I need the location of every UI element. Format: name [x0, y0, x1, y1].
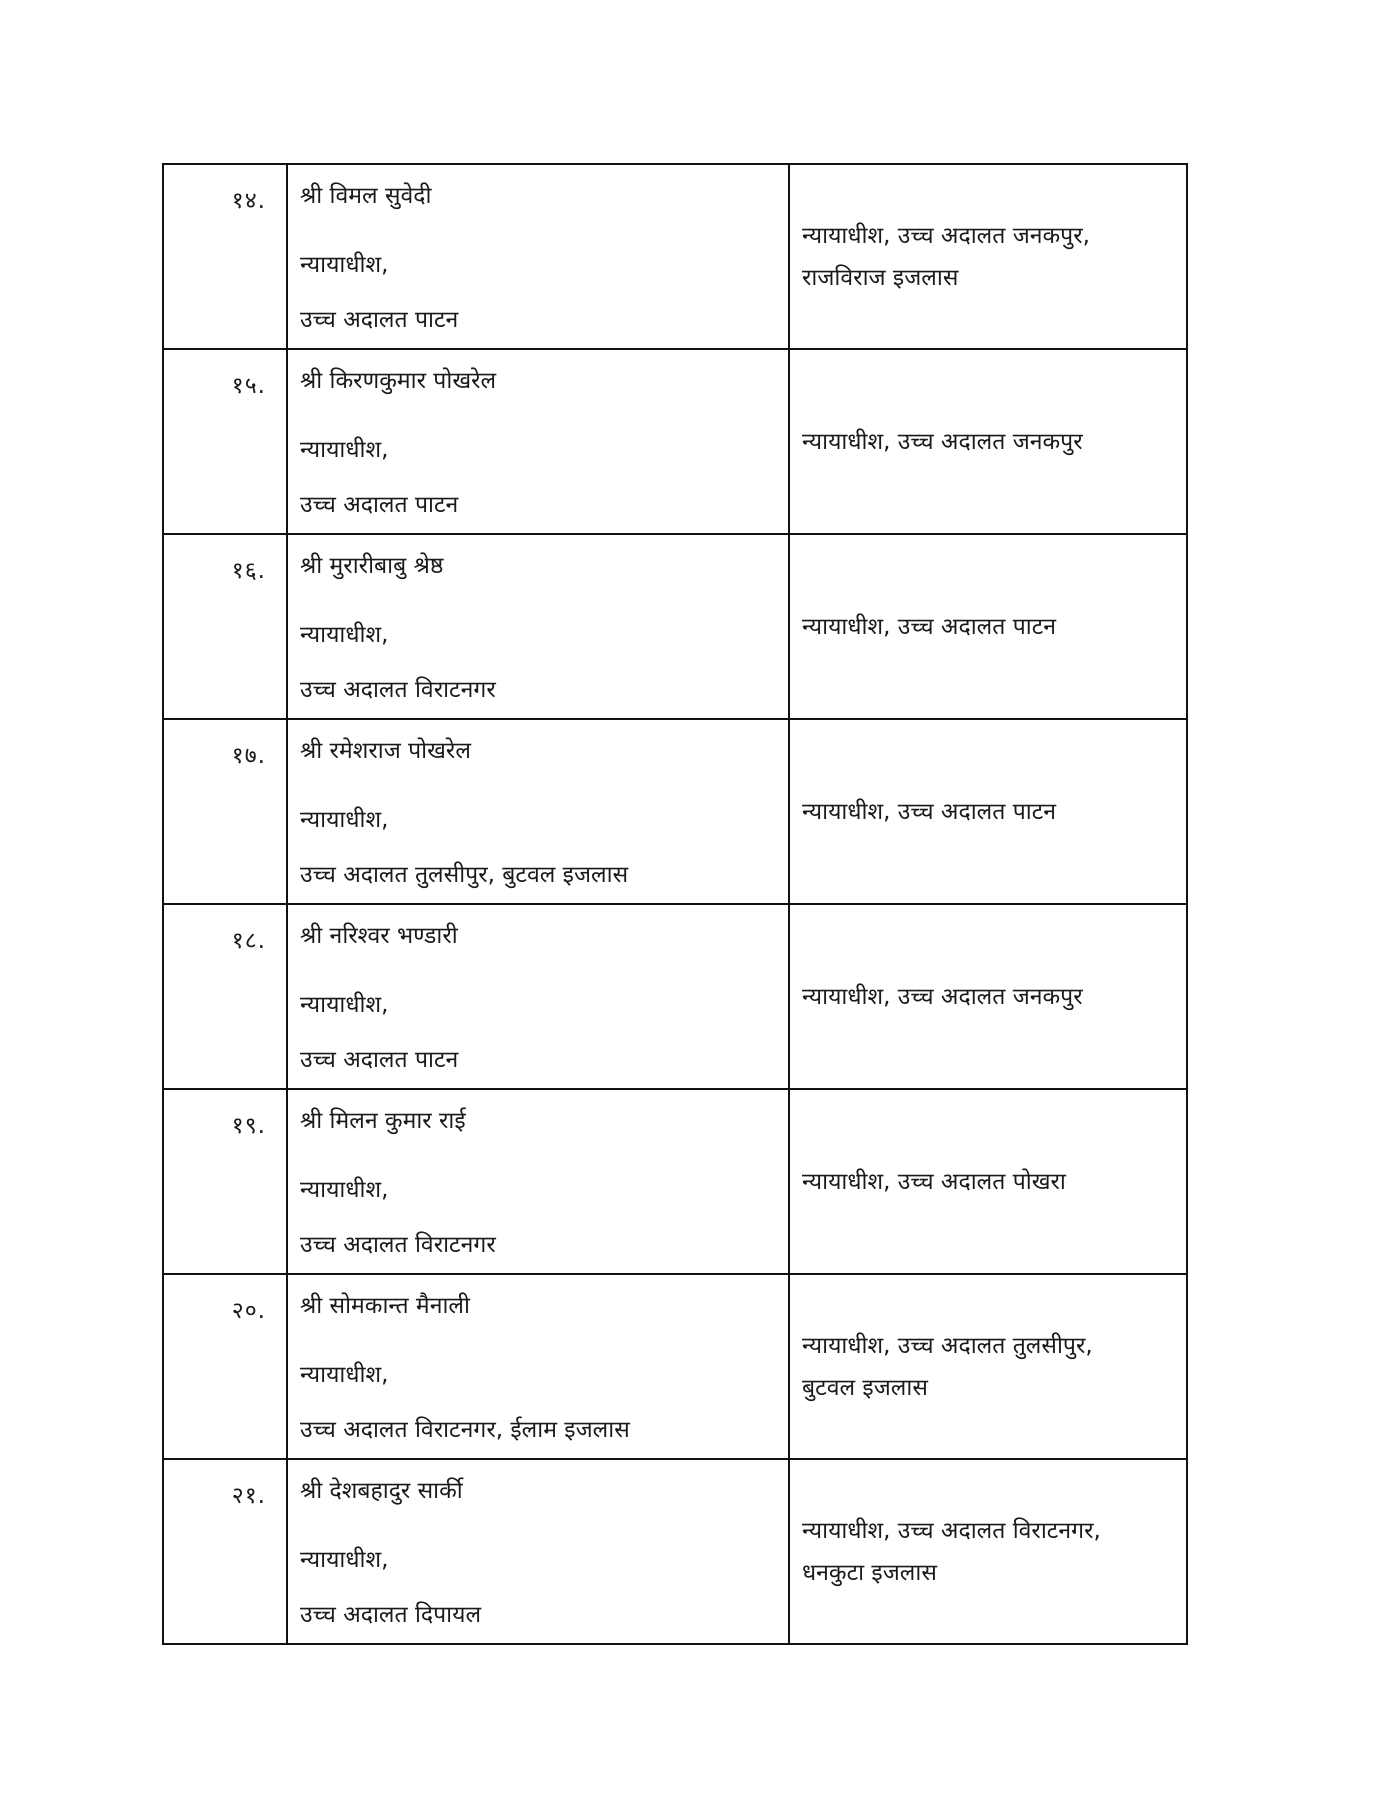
current-court: उच्च अदालत पाटन	[300, 492, 459, 518]
table-row	[163, 719, 1187, 904]
judge-name: श्री विमल सुवेदी	[300, 183, 432, 209]
table-row	[163, 534, 1187, 719]
judge-name: श्री देशबहादुर सार्की	[300, 1478, 463, 1504]
current-posting-cell	[287, 719, 789, 904]
judge-position: न्यायाधीश,	[300, 1177, 389, 1203]
current-posting-cell	[287, 904, 789, 1089]
serial-number: १६.	[163, 534, 287, 719]
table-row	[163, 1089, 1187, 1274]
serial-number: १९.	[163, 1089, 287, 1274]
current-court: उच्च अदालत विराटनगर	[300, 677, 496, 703]
new-posting-line: न्यायाधीश, उच्च अदालत तुलसीपुर,	[802, 1332, 1093, 1359]
judge-name: श्री मुरारीबाबु श्रेष्ठ	[300, 553, 444, 579]
new-posting-cell	[789, 349, 1187, 534]
serial-number: १५.	[163, 349, 287, 534]
new-posting-cell	[789, 534, 1187, 719]
table-row	[163, 1459, 1187, 1644]
judge-position: न्यायाधीश,	[300, 807, 389, 833]
current-posting-cell	[287, 1089, 789, 1274]
judge-position: न्यायाधीश,	[300, 992, 389, 1018]
new-posting-line: राजविराज इजलास	[802, 264, 959, 291]
current-court: उच्च अदालत पाटन	[300, 1047, 459, 1073]
new-posting-line: धनकुटा इजलास	[802, 1559, 937, 1586]
new-posting-cell	[789, 1274, 1187, 1459]
new-posting-cell	[789, 1089, 1187, 1274]
table-body	[163, 164, 1187, 1644]
serial-number: २०.	[163, 1274, 287, 1459]
table-row	[163, 349, 1187, 534]
current-posting-cell	[287, 1459, 789, 1644]
current-court: उच्च अदालत विराटनगर	[300, 1232, 496, 1258]
serial-number: १७.	[163, 719, 287, 904]
judge-name: श्री मिलन कुमार राई	[300, 1108, 466, 1134]
judge-name: श्री नरिश्वर भण्डारी	[300, 923, 458, 949]
current-court: उच्च अदालत तुलसीपुर, बुटवल इजलास	[300, 862, 629, 888]
judge-name: श्री सोमकान्त मैनाली	[300, 1293, 470, 1319]
current-court: उच्च अदालत पाटन	[300, 307, 459, 333]
new-posting-line: न्यायाधीश, उच्च अदालत जनकपुर,	[802, 222, 1090, 249]
serial-number: २१.	[163, 1459, 287, 1644]
judge-name: श्री रमेशराज पोखरेल	[300, 738, 471, 764]
current-court: उच्च अदालत विराटनगर, ईलाम इजलास	[300, 1417, 630, 1443]
judge-name: श्री किरणकुमार पोखरेल	[300, 368, 497, 394]
current-posting-cell	[287, 1274, 789, 1459]
current-court: उच्च अदालत दिपायल	[300, 1602, 482, 1628]
new-posting-line: बुटवल इजलास	[802, 1374, 928, 1401]
new-posting-line: न्यायाधीश, उच्च अदालत जनकपुर	[802, 428, 1083, 455]
new-posting-cell	[789, 1459, 1187, 1644]
judge-position: न्यायाधीश,	[300, 252, 389, 278]
serial-number: १८.	[163, 904, 287, 1089]
new-posting-line: न्यायाधीश, उच्च अदालत पाटन	[802, 613, 1057, 640]
new-posting-line: न्यायाधीश, उच्च अदालत पाटन	[802, 798, 1057, 825]
table-row	[163, 904, 1187, 1089]
judge-position: न्यायाधीश,	[300, 1547, 389, 1573]
judge-position: न्यायाधीश,	[300, 622, 389, 648]
new-posting-line: न्यायाधीश, उच्च अदालत पोखरा	[802, 1168, 1066, 1195]
new-posting-cell	[789, 904, 1187, 1089]
judge-position: न्यायाधीश,	[300, 437, 389, 463]
new-posting-cell	[789, 164, 1187, 349]
table-row	[163, 1274, 1187, 1459]
new-posting-line: न्यायाधीश, उच्च अदालत जनकपुर	[802, 983, 1083, 1010]
new-posting-cell	[789, 719, 1187, 904]
current-posting-cell	[287, 164, 789, 349]
judge-transfer-table	[162, 163, 1188, 1645]
serial-number: १४.	[163, 164, 287, 349]
table-row	[163, 164, 1187, 349]
current-posting-cell	[287, 534, 789, 719]
judge-position: न्यायाधीश,	[300, 1362, 389, 1388]
new-posting-line: न्यायाधीश, उच्च अदालत विराटनगर,	[802, 1517, 1101, 1544]
current-posting-cell	[287, 349, 789, 534]
